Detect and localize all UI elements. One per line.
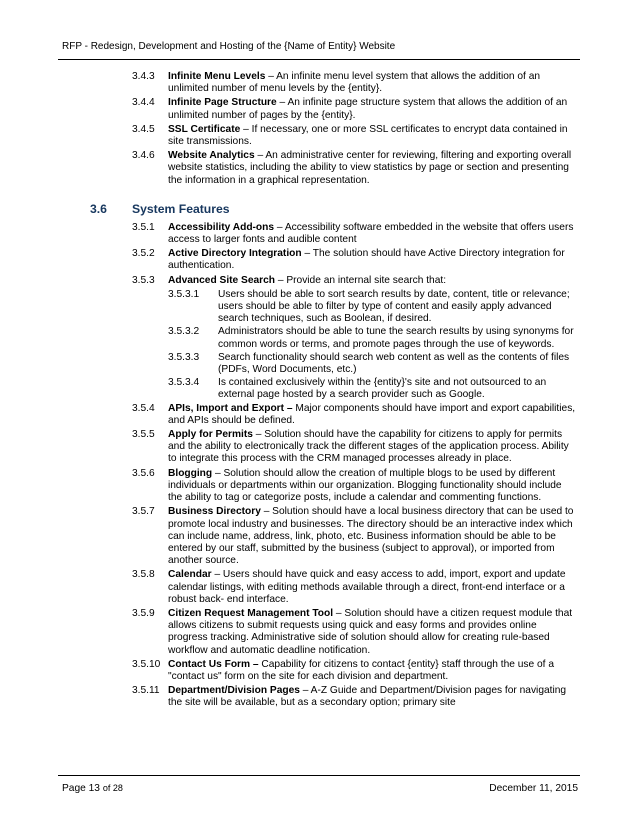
sublist-item-3-5-3-2 (0, 326, 638, 350)
item-label: Department/Division Pages (168, 685, 300, 697)
item-number: 3.4.5 (132, 123, 155, 135)
item-label: Apply for Permits (168, 429, 253, 441)
item-text (168, 506, 578, 567)
item-text (168, 71, 578, 95)
item-description: – Solution should allow the creation of multiple blogs to be used by different individuals or departments within our organization. Blogging functionality should include the ability to tag or categorize posts, include a calendar and commenting functions. (168, 467, 562, 504)
page-label: Page 13 (62, 783, 100, 794)
list-item-3-5-2 (0, 248, 638, 272)
list-item-3-4-3 (0, 71, 638, 95)
list-item-3-5-9 (0, 608, 638, 657)
header-rule (58, 59, 580, 60)
item-text (168, 685, 578, 709)
item-number: 3.5.8 (132, 569, 155, 581)
page-number (62, 783, 123, 794)
item-description: – An infinite page structure system that allows the addition of an unlimited number of pages by the {entity}. (168, 97, 568, 121)
item-number: 3.5.6 (132, 467, 155, 479)
list-item-3-5-11 (0, 685, 638, 709)
item-text (168, 222, 578, 246)
item-description: – The solution should have Active Directory integration for authentication. (168, 248, 565, 272)
list-item-3-5-5 (0, 429, 638, 466)
subitem-number: 3.5.3.1 (168, 288, 200, 300)
item-description: – A-Z Guide and Department/Division pages for navigating the site will be available, but as a secondary option; primary site (168, 685, 567, 709)
list-item-3-5-10 (0, 659, 638, 683)
item-label: APIs, Import and Export – (168, 402, 293, 414)
subitem-number: 3.5.3.3 (168, 351, 200, 363)
item-text (168, 124, 578, 148)
item-text (168, 97, 578, 121)
item-text (168, 150, 578, 187)
page-total: of 28 (102, 783, 123, 793)
item-label: Accessibility Add-ons (168, 221, 275, 233)
item-number: 3.5.7 (132, 506, 155, 518)
item-label: Citizen Request Management Tool (168, 607, 334, 619)
item-text (168, 429, 578, 466)
item-description: Major components should have import and export capabilities, and APIs should be defined. (168, 402, 576, 426)
list-item-3-5-7 (0, 506, 638, 567)
item-description: – An administrative center for reviewing, filtering and exporting overall website statistics, including the ability to view statistics by page or section and presenting the information in a graphical representation. (168, 150, 572, 186)
item-number: 3.5.10 (132, 658, 161, 670)
item-text (168, 403, 578, 427)
item-description: – If necessary, one or more SSL certificates to encrypt data contained in site transmissions. (168, 123, 568, 148)
item-text (168, 275, 578, 287)
section-title: System Features (132, 201, 230, 216)
footer-date: December 11, 2015 (489, 783, 578, 794)
item-text (168, 248, 578, 272)
list-item-3-5-1 (0, 222, 638, 246)
list-item-3-4-5 (0, 124, 638, 148)
item-text (168, 608, 578, 657)
item-description: – Solution should have a citizen request module that allows citizens to submit requests using quick and easy forms and provides online progress tracking. Administrative side of solution should allow for creating rule-based workflow and automatic deadline notification. (168, 607, 573, 656)
list-item-3-5-4 (0, 403, 638, 427)
item-number: 3.5.4 (132, 402, 155, 414)
item-description: Capability for citizens to contact {entity} staff through the use of a "contact us" form on the site for each division and department. (168, 658, 555, 682)
item-number: 3.5.9 (132, 607, 155, 619)
document-body (0, 71, 638, 712)
item-label: Active Directory Integration (168, 248, 302, 260)
list-item-3-5-3 (0, 275, 638, 287)
item-description: – Users should have quick and easy access to add, import, export and update calendar listings, with editing methods available through a direct, front-end interface or a robust back- end interface. (168, 569, 566, 605)
section-number: 3.6 (90, 201, 107, 216)
item-label: Calendar (168, 569, 212, 581)
item-description: – Solution should have the capability for citizens to apply for permits and the ability to electronically track the different stages of the application process. Ability to integrate this process with the CRM managed processes already in place. (168, 429, 569, 465)
item-description: – Accessibility software embedded in the website that offers users access to larger fonts and audible content (168, 221, 574, 246)
subitem-text: Administrators should be able to tune the search results by using synonyms for common words or terms, and promote pages through the use of keywords. (218, 326, 574, 350)
item-number: 3.4.3 (132, 71, 155, 82)
item-number: 3.4.4 (132, 97, 155, 109)
subitem-text: Search functionality should search web content as well as the contents of files (PDFs, Word Documents, etc.) (218, 351, 570, 376)
subitem-text: Is contained exclusively within the {entity}'s site and not outsourced to an external page hosted by a search provider such as Google. (218, 377, 547, 401)
item-number: 3.5.5 (132, 429, 155, 441)
item-number: 3.5.11 (132, 685, 160, 697)
sublist-item-3-5-3-4 (0, 377, 638, 401)
item-description: – Solution should have a local business directory that can be used to promote local industry and businesses. The directory should be an interactive index which can include name, address, link, photo, etc. Business information should be able to be entered by our staff, submitted by the business (subject to approval), or imported from another source. (168, 506, 574, 567)
running-header: RFP - Redesign, Development and Hosting of the {Name of Entity} Website (62, 41, 396, 52)
list-item-3-4-4 (0, 97, 638, 121)
list-item-3-5-6 (0, 468, 638, 505)
footer-rule (58, 775, 580, 776)
list-item-3-5-8 (0, 569, 638, 606)
item-label: Infinite Menu Levels (168, 71, 266, 82)
sublist-item-3-5-3-3 (0, 352, 638, 376)
item-number: 3.4.6 (132, 150, 155, 162)
item-label: Contact Us Form – (168, 658, 259, 670)
list-item-3-4-6 (0, 150, 638, 187)
sublist-item-3-5-3-1 (0, 289, 638, 326)
item-text (168, 569, 578, 606)
item-text (168, 659, 578, 683)
item-label: Website Analytics (168, 150, 255, 162)
item-label: Blogging (168, 467, 213, 479)
item-label: Advanced Site Search (168, 274, 276, 286)
item-number: 3.5.2 (132, 248, 155, 260)
subitem-text: Users should be able to sort search results by date, content, title or relevance; users should be able to filter by type of content and easily apply advanced search techniques, such as Boolean, if desired. (218, 288, 570, 325)
subitem-number: 3.5.3.2 (168, 326, 200, 338)
section-heading (0, 201, 638, 219)
subitem-number: 3.5.3.4 (168, 377, 200, 389)
item-text (168, 468, 578, 505)
item-number: 3.5.3 (132, 274, 155, 286)
item-label: Business Directory (168, 506, 261, 518)
item-description: – An infinite menu level system that allows the addition of an unlimited number of menu levels by the {entity}. (168, 71, 541, 95)
item-label: Infinite Page Structure (168, 97, 277, 109)
item-label: SSL Certificate (168, 123, 241, 135)
item-number: 3.5.1 (132, 221, 155, 233)
item-description: – Provide an internal site search that: (275, 274, 447, 286)
